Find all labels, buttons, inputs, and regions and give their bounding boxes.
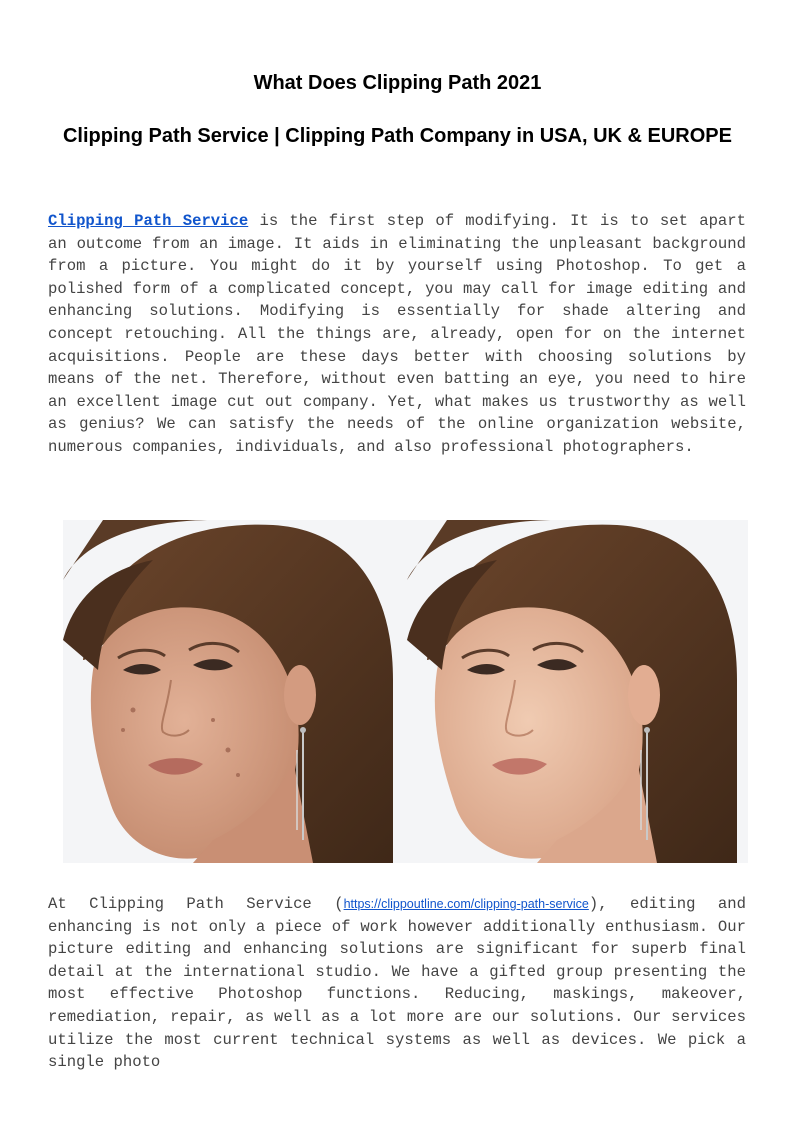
services-paragraph-text: ), editing and enhancing is not only a piece of work however additionally enthusiasm. Our picture editing and enhancing solutions are significant for superb final detail at the international studio. We have a gifted group presenting the most effective Photoshop functions. Reducing, maskings, makeover, remediation, repair, as well as a lot more are our solutions. Our services utilize the most current technical systems as well as devices. We pick a single photo <box>48 895 746 1072</box>
clipping-path-service-link[interactable]: Clipping Path Service <box>48 212 249 230</box>
services-paragraph-lead: At Clipping Path Service ( <box>48 895 344 913</box>
before-after-retouch-photo-icon <box>63 520 748 863</box>
services-paragraph <box>48 893 746 1074</box>
document-title: What Does Clipping Path 2021 <box>253 72 542 94</box>
intro-paragraph-text: is the first step of modifying. It is to set apart an outcome from an image. It aids in eliminating the unpleasant background from a picture. You might do it by yourself using Photoshop. To get a polished form of a complicated concept, you may call for image editing and enhancing solutions. Modifying is essentially for shade altering and concept retouching. All the things are, already, open for on the internet acquisitions. People are these days better with choosing solutions by means of the net. Therefore, without even batting an eye, you need to hire an excellent image cut out company. Yet, what makes us trustworthy as well as genius? We can satisfy the needs of the online organization website, numerous companies, individuals, and also professional photographers. <box>48 212 747 456</box>
before-after-photo <box>63 520 748 863</box>
document-subtitle: Clipping Path Service | Clipping Path Company in USA, UK & EUROPE <box>62 125 732 147</box>
clippoutline-url-link[interactable]: https://clippoutline.com/clipping-path-service <box>343 897 589 911</box>
before-photo <box>63 520 403 863</box>
intro-paragraph <box>48 210 746 459</box>
after-photo <box>407 520 748 863</box>
